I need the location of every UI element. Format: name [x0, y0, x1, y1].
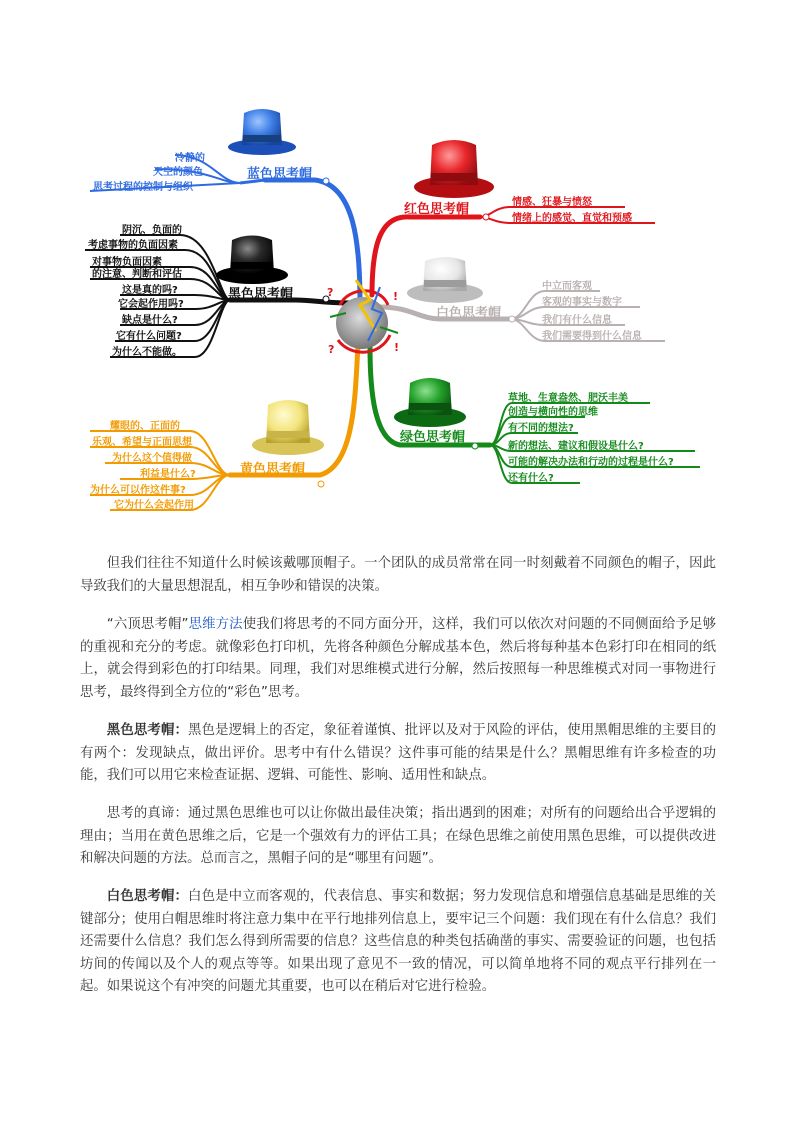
- red-hat-title: 红色思考帽: [404, 202, 470, 217]
- paragraph-text: 但我们往往不知道什么时候该戴哪顶帽子。一个团队的成员常常在同一时刻戴着不同颜色的帽子，因此导致我们的大量思想混乱，相互争吵和错误的决策。: [80, 556, 716, 594]
- black-item: 它会起作用吗?: [118, 299, 184, 310]
- green-hat-title: 绿色思考帽: [400, 430, 466, 445]
- blue-item: 思考过程的控制与组织: [93, 182, 193, 193]
- thinking-method-link[interactable]: 思维方法: [188, 617, 243, 632]
- paragraph-six-hats: [80, 614, 716, 704]
- yellow-hat-title: 黄色思考帽: [240, 462, 306, 477]
- green-item: 可能的解决办法和行动的过程是什么?: [508, 457, 674, 468]
- black-item: 这是真的吗?: [122, 285, 178, 296]
- paragraph-intro: [80, 553, 716, 598]
- branch-green: [370, 347, 700, 484]
- yellow-item: 为什么可以作这件事?: [90, 485, 186, 496]
- green-item: 草地、生意盎然、肥沃丰美: [508, 393, 628, 404]
- branch-white: [380, 257, 665, 342]
- red-hat-icon: [414, 140, 494, 198]
- yellow-hat-icon: [252, 400, 324, 455]
- paragraph-heading: 白色思考帽：: [106, 889, 189, 904]
- blue-hat-icon: [228, 109, 296, 155]
- green-item: 创造与横向性的思维: [508, 407, 598, 418]
- white-hat-title: 白色思考帽: [436, 306, 502, 321]
- paragraph-text: 思考的真谛：通过黑色思维也可以让你做出最佳决策；指出遇到的困难；对所有的问题给出合乎逻辑的理由；当用在黄色思维之后，它是一个强效有力的评估工具；在绿色思维之前使用黑色思维，可以提供改进和解决问题的方法。总而言之，黑帽子问的是“哪里有问题”。: [80, 806, 716, 866]
- svg-text:?: ?: [327, 286, 334, 299]
- black-item: 为什么不能做。: [112, 347, 182, 358]
- black-hat-title: 黑色思考帽: [228, 287, 294, 302]
- branch-black: [85, 223, 350, 358]
- branch-red: [372, 140, 655, 295]
- black-item: 阴沉、负面的: [122, 225, 182, 236]
- green-item: 新的想法、建议和假设是什么?: [508, 441, 644, 452]
- red-item: 情绪上的感觉、直觉和预感: [512, 213, 632, 224]
- black-item: 对事物负面因素: [92, 257, 162, 268]
- yellow-item: 它为什么会起作用: [114, 500, 194, 511]
- svg-text:!: !: [394, 341, 400, 354]
- yellow-item: 耀眼的、正面的: [110, 421, 180, 432]
- paragraph-black-hat: [80, 720, 716, 788]
- blue-item: 天空的颜色: [153, 167, 203, 178]
- six-hats-mindmap: [80, 95, 720, 530]
- green-item: 有不同的想法?: [508, 423, 574, 434]
- green-item: 还有什么?: [508, 473, 554, 484]
- yellow-item: 乐观、希望与正面思想: [92, 437, 192, 448]
- black-item: 的注意、判断和评估: [92, 269, 182, 280]
- paragraph-text: 白色是中立而客观的，代表信息、事实和数据；努力发现信息和增强信息基础是思维的关键部分；使用白帽思维时将注意力集中在平行地排列信息上，要牢记三个问题：我们现在有什么信息？我们还需要什么信息？我们怎么得到所需要的信息？这些信息的种类包括确凿的事实、需要验证的问题，也包括坊间的传闻以及个人的观点等等。如果出现了意见不一致的情况，可以简单地将不同的观点平行排列在一起。如果说这个有冲突的问题尤其重要，也可以在稍后对它进行检验。: [80, 889, 716, 994]
- blue-item: 冷静的: [175, 153, 205, 164]
- yellow-item: 为什么这个值得做: [112, 453, 192, 464]
- white-item: 客观的事实与数字: [542, 297, 622, 308]
- black-hat-icon: [216, 236, 288, 285]
- paragraph-prefix: “六顶思考帽”: [106, 617, 189, 632]
- paragraph-white-hat: [80, 886, 716, 999]
- svg-text:!: !: [393, 290, 399, 303]
- black-item: 考虑事物的负面因素: [88, 240, 178, 251]
- red-item: 情感、狂暴与愤怒: [512, 197, 592, 208]
- paragraph-heading: 黑色思考帽：: [106, 723, 189, 738]
- black-item: 它有什么问题?: [116, 331, 182, 342]
- paragraph-essence: [80, 803, 716, 871]
- yellow-item: 利益是什么?: [140, 469, 196, 480]
- white-item: 中立而客观: [542, 281, 592, 292]
- branch-yellow: [90, 345, 358, 511]
- center-brain-storm-icon: [327, 280, 399, 356]
- blue-hat-title: 蓝色思考帽: [247, 167, 313, 182]
- green-hat-icon: [394, 378, 466, 427]
- paragraph-text: 黑色是逻辑上的否定，象征着谨慎、批评以及对于风险的评估，使用黑帽思维的主要目的有两个：发现缺点，做出评价。思考中有什么错误？这件事可能的结果是什么？黑帽思维有许多检查的功能，我们可以用它来检查证据、逻辑、可能性、影响、适用性和缺点。: [80, 723, 716, 783]
- black-item: 缺点是什么?: [122, 315, 178, 326]
- white-hat-icon: [407, 257, 483, 303]
- white-item: 我们有什么信息: [542, 315, 612, 326]
- paragraph-text: 使我们将思考的不同方面分开，这样，我们可以依次对问题的不同侧面给予足够的重视和充分的考虑。就像彩色打印机，先将各种颜色分解成基本色，然后将每种基本色彩打印在相同的纸上，就会得到彩色的打印结果。同理，我们对思维模式进行分解，然后按照每一种思维模式对同一事物进行思考，最终得到全方位的“彩色”思考。: [80, 617, 717, 700]
- white-item: 我们需要得到什么信息: [542, 331, 642, 342]
- svg-text:?: ?: [328, 343, 335, 356]
